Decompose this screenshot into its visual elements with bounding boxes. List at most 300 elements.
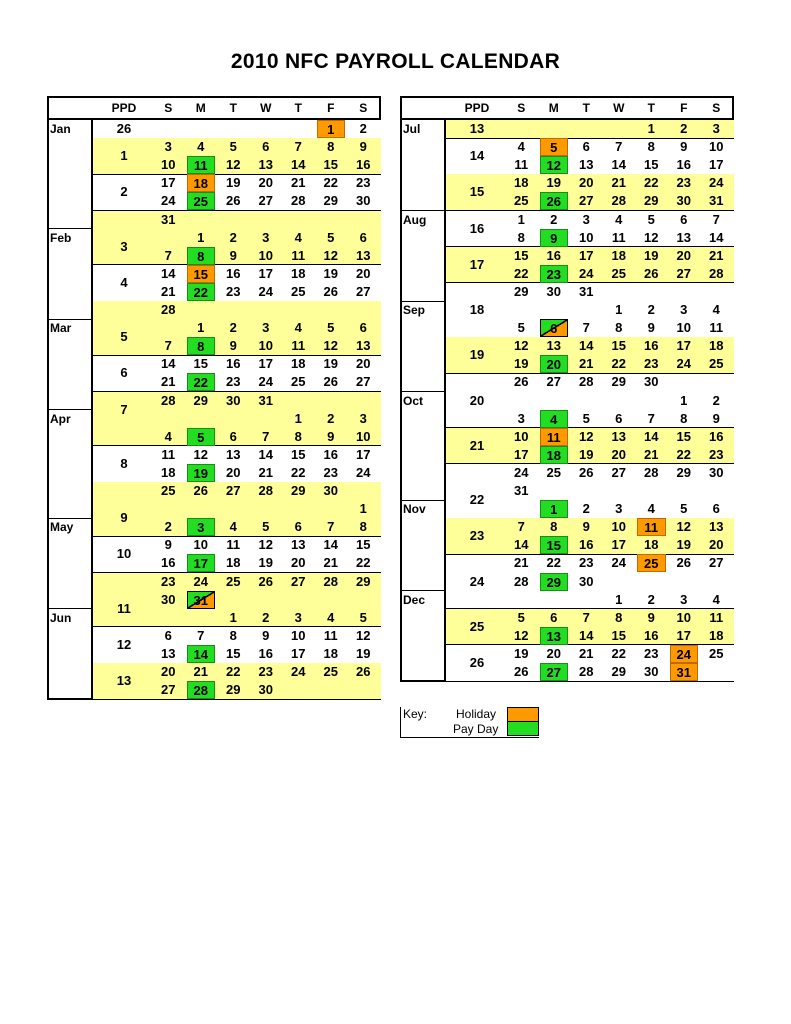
day-cell: 10 <box>291 627 306 643</box>
month-divider <box>47 409 93 410</box>
day-cell: 23 <box>676 175 691 191</box>
day-cell: 16 <box>258 645 273 661</box>
day-cell: 3 <box>680 302 688 317</box>
day-cell: 18 <box>644 537 659 553</box>
day-cell: 1 <box>517 211 525 227</box>
day-cell: 19 <box>323 356 338 372</box>
day-cell: 4 <box>294 229 302 245</box>
day-cell: 2 <box>550 211 558 227</box>
weekday-header: T <box>294 101 302 115</box>
day-cell: 30 <box>644 664 659 679</box>
day-cell: 9 <box>359 139 367 155</box>
day-cell: 3 <box>680 591 688 607</box>
day-cell: 30 <box>356 193 371 209</box>
payday-day: 25 <box>187 192 216 210</box>
day-cell: 17 <box>258 356 273 372</box>
ppd-number: 19 <box>469 347 485 363</box>
month-label: Nov <box>403 502 426 517</box>
day-cell: 19 <box>514 356 529 372</box>
day-cell: 20 <box>546 645 561 661</box>
day-cell: 10 <box>258 247 273 263</box>
payday-day: 20 <box>540 355 569 373</box>
day-cell: 11 <box>161 446 176 462</box>
day-cell: 10 <box>676 609 691 625</box>
day-cell: 31 <box>514 483 529 498</box>
day-cell: 4 <box>294 320 302 336</box>
day-cell: 16 <box>323 446 338 462</box>
day-cell: 28 <box>161 302 176 317</box>
day-cell: 15 <box>291 446 306 462</box>
left-border <box>47 96 49 699</box>
day-cell: 18 <box>291 265 306 281</box>
payday-day: 12 <box>540 156 569 174</box>
month-label: Jun <box>50 610 72 625</box>
month-label: Mar <box>50 321 72 336</box>
day-cell: 17 <box>676 338 691 354</box>
month-divider <box>400 301 446 302</box>
day-cell: 6 <box>550 609 558 625</box>
day-cell: 23 <box>226 283 241 299</box>
day-cell: 4 <box>327 609 335 625</box>
day-cell: 10 <box>676 320 691 336</box>
day-cell: 20 <box>579 175 594 191</box>
day-cell: 6 <box>712 501 720 517</box>
day-cell: 29 <box>323 193 338 209</box>
month-divider <box>47 228 93 229</box>
ppd-number: 15 <box>469 184 485 200</box>
bottom-border <box>400 680 446 682</box>
payday-day: 1 <box>540 500 569 518</box>
day-cell: 11 <box>226 537 241 553</box>
day-cell: 30 <box>709 464 724 480</box>
day-cell: 16 <box>579 537 594 553</box>
day-cell: 26 <box>644 265 659 281</box>
day-cell: 25 <box>611 265 626 281</box>
day-cell: 30 <box>579 573 594 589</box>
weekday-header: S <box>517 101 526 115</box>
day-cell: 30 <box>676 193 691 209</box>
holiday-day: 11 <box>637 518 666 536</box>
ppd-header: PPD <box>111 101 137 115</box>
day-cell: 26 <box>323 283 338 299</box>
key-label: Key: <box>403 707 428 721</box>
day-cell: 11 <box>709 609 724 625</box>
day-cell: 17 <box>356 446 371 462</box>
day-cell: 30 <box>323 483 338 498</box>
day-cell: 24 <box>579 265 594 281</box>
header-row <box>400 96 734 120</box>
day-cell: 28 <box>323 573 338 589</box>
day-cell: 14 <box>323 537 338 553</box>
day-cell: 13 <box>676 229 691 245</box>
day-cell: 12 <box>579 428 594 444</box>
day-cell: 30 <box>546 283 561 299</box>
day-cell: 20 <box>161 664 176 679</box>
day-cell: 1 <box>359 501 367 517</box>
day-cell: 21 <box>579 356 594 372</box>
payday-day: 9 <box>540 229 569 247</box>
day-cell: 8 <box>294 428 302 444</box>
day-cell: 15 <box>356 537 371 553</box>
day-cell: 8 <box>550 519 558 535</box>
ppd-number: 14 <box>469 148 485 164</box>
day-cell: 21 <box>161 374 176 390</box>
day-cell: 16 <box>356 157 371 173</box>
day-cell: 10 <box>579 229 594 245</box>
ppd-number: 16 <box>469 220 485 236</box>
day-cell: 27 <box>356 374 371 390</box>
day-cell: 13 <box>291 537 306 553</box>
day-cell: 17 <box>161 175 176 191</box>
ppd-number: 11 <box>117 600 131 616</box>
day-cell: 15 <box>611 338 626 354</box>
day-cell: 26 <box>676 555 691 571</box>
day-cell: 27 <box>579 193 594 209</box>
day-cell: 7 <box>582 609 590 625</box>
day-cell: 31 <box>709 193 724 209</box>
month-divider <box>47 319 93 320</box>
day-cell: 11 <box>323 627 338 643</box>
month-divider <box>400 590 446 591</box>
day-cell: 6 <box>680 211 688 227</box>
day-cell: 30 <box>161 591 176 607</box>
day-cell: 25 <box>291 374 306 390</box>
day-cell: 4 <box>647 501 655 517</box>
holiday-day: 25 <box>637 554 666 572</box>
ppd-number: 13 <box>116 673 132 689</box>
day-cell: 13 <box>356 338 371 354</box>
legend-key <box>400 707 539 738</box>
day-cell: 7 <box>164 338 172 354</box>
day-cell: 22 <box>226 664 241 679</box>
day-cell: 9 <box>229 247 237 263</box>
holiday-day: 5 <box>540 138 569 156</box>
day-cell: 9 <box>164 537 172 553</box>
day-cell: 4 <box>164 428 172 444</box>
day-cell: 9 <box>647 320 655 336</box>
payday-day: 18 <box>540 446 569 464</box>
day-cell: 11 <box>611 229 626 245</box>
day-cell: 25 <box>291 283 306 299</box>
payday-day: 19 <box>187 464 216 482</box>
day-cell: 17 <box>676 627 691 643</box>
day-cell: 27 <box>546 374 561 390</box>
day-cell: 19 <box>644 247 659 263</box>
day-cell: 1 <box>647 121 655 136</box>
day-cell: 6 <box>164 627 172 643</box>
day-cell: 21 <box>611 175 626 191</box>
day-cell: 21 <box>258 464 273 480</box>
ppd-number: 6 <box>120 365 128 381</box>
day-cell: 16 <box>709 428 724 444</box>
month-divider <box>47 518 93 519</box>
day-cell: 7 <box>615 139 623 155</box>
day-cell: 19 <box>226 175 241 191</box>
day-cell: 4 <box>615 211 623 227</box>
day-cell: 23 <box>644 356 659 372</box>
day-cell: 25 <box>514 193 529 209</box>
weekday-header: S <box>164 101 173 115</box>
day-cell: 7 <box>327 519 335 535</box>
ppd-number: 20 <box>469 392 485 408</box>
holiday-day: 31 <box>670 663 699 681</box>
month-label: Dec <box>403 592 426 607</box>
day-cell: 25 <box>323 664 338 679</box>
day-cell: 2 <box>647 302 655 317</box>
day-cell: 12 <box>514 338 529 354</box>
day-cell: 7 <box>294 139 302 155</box>
day-cell: 16 <box>226 265 241 281</box>
day-cell: 20 <box>709 537 724 553</box>
day-cell: 10 <box>161 157 176 173</box>
day-cell: 24 <box>258 374 273 390</box>
ppd-number: 4 <box>120 274 128 290</box>
day-cell: 13 <box>258 157 273 173</box>
day-cell: 22 <box>323 175 338 191</box>
day-cell: 30 <box>258 682 273 698</box>
day-cell: 29 <box>291 483 306 498</box>
day-cell: 28 <box>579 374 594 390</box>
day-cell: 19 <box>579 446 594 462</box>
day-cell: 24 <box>514 464 529 480</box>
day-cell: 17 <box>258 265 273 281</box>
day-cell: 28 <box>291 193 306 209</box>
day-cell: 14 <box>611 157 626 173</box>
day-cell: 8 <box>359 519 367 535</box>
day-cell: 24 <box>709 175 724 191</box>
day-cell: 2 <box>712 392 720 408</box>
day-cell: 7 <box>517 519 525 535</box>
ppd-number: 24 <box>469 573 485 589</box>
day-cell: 5 <box>327 229 335 245</box>
day-cell: 27 <box>356 283 371 299</box>
day-cell: 31 <box>161 211 176 227</box>
day-cell: 8 <box>680 410 688 426</box>
day-cell: 4 <box>517 139 525 155</box>
day-cell: 5 <box>582 410 590 426</box>
day-cell: 15 <box>676 428 691 444</box>
day-cell: 25 <box>709 356 724 372</box>
day-cell: 5 <box>517 609 525 625</box>
day-cell: 2 <box>680 121 688 136</box>
day-cell: 8 <box>517 229 525 245</box>
ppd-number: 26 <box>469 654 485 670</box>
day-cell: 3 <box>712 121 720 136</box>
day-cell: 1 <box>615 591 623 607</box>
month-column-border <box>444 120 446 681</box>
day-cell: 12 <box>514 627 529 643</box>
day-cell: 29 <box>644 193 659 209</box>
month-column-border <box>91 120 93 699</box>
day-cell: 5 <box>647 211 655 227</box>
day-cell: 24 <box>258 283 273 299</box>
day-cell: 17 <box>514 446 529 462</box>
day-cell: 24 <box>676 356 691 372</box>
day-cell: 1 <box>197 229 205 245</box>
weekday-header: M <box>195 101 206 115</box>
day-cell: 2 <box>582 501 590 517</box>
weekday-header: M <box>548 101 559 115</box>
ppd-number: 2 <box>120 184 128 200</box>
day-cell: 3 <box>262 320 270 336</box>
day-cell: 29 <box>676 464 691 480</box>
day-cell: 14 <box>579 627 594 643</box>
ppd-number: 10 <box>116 546 132 562</box>
day-cell: 8 <box>327 139 335 155</box>
day-cell: 21 <box>291 175 306 191</box>
day-cell: 2 <box>327 410 335 426</box>
day-cell: 23 <box>226 374 241 390</box>
day-cell: 7 <box>197 627 205 643</box>
day-cell: 8 <box>647 139 655 155</box>
day-cell: 25 <box>226 573 241 589</box>
day-cell: 3 <box>615 501 623 517</box>
day-cell: 28 <box>709 265 724 281</box>
day-cell: 9 <box>582 519 590 535</box>
day-cell: 27 <box>291 573 306 589</box>
payday-day: 29 <box>540 573 569 591</box>
day-cell: 7 <box>712 211 720 227</box>
day-cell: 3 <box>164 139 172 155</box>
day-cell: 29 <box>356 573 371 589</box>
ppd-number: 1 <box>120 148 128 164</box>
weekday-header: S <box>712 101 721 115</box>
month-divider <box>400 391 446 392</box>
ppd-number: 23 <box>469 528 485 544</box>
day-cell: 24 <box>356 464 371 480</box>
day-cell: 5 <box>680 501 688 517</box>
day-cell: 1 <box>229 609 237 625</box>
day-cell: 27 <box>676 265 691 281</box>
day-cell: 24 <box>193 573 208 589</box>
day-cell: 14 <box>514 537 529 553</box>
key-payday-label: Pay Day <box>453 722 499 736</box>
day-cell: 27 <box>226 483 241 498</box>
day-cell: 13 <box>579 157 594 173</box>
day-cell: 20 <box>356 265 371 281</box>
day-cell: 1 <box>680 392 688 408</box>
day-cell: 9 <box>647 609 655 625</box>
weekday-header: T <box>647 101 655 115</box>
payday-day: 26 <box>540 192 569 210</box>
day-cell: 23 <box>579 555 594 571</box>
day-cell: 6 <box>229 428 237 444</box>
day-cell: 26 <box>514 374 529 390</box>
day-cell: 30 <box>644 374 659 390</box>
payday-day: 28 <box>187 681 216 699</box>
day-cell: 29 <box>611 374 626 390</box>
calendar-jan-jun <box>47 96 381 699</box>
day-cell: 16 <box>546 247 561 263</box>
payday-day: 8 <box>187 337 216 355</box>
day-cell: 17 <box>579 247 594 263</box>
day-cell: 10 <box>356 428 371 444</box>
payday-day: 8 <box>187 247 216 265</box>
day-cell: 21 <box>709 247 724 263</box>
day-cell: 18 <box>709 627 724 643</box>
day-cell: 19 <box>356 645 371 661</box>
day-cell: 23 <box>644 645 659 661</box>
ppd-number: 22 <box>469 492 485 508</box>
day-cell: 12 <box>356 627 371 643</box>
day-cell: 21 <box>161 283 176 299</box>
holiday-payday-day: 6 <box>540 319 569 337</box>
day-cell: 18 <box>291 356 306 372</box>
holiday-day: 18 <box>187 174 216 192</box>
day-cell: 2 <box>262 609 270 625</box>
header-row <box>47 96 381 120</box>
ppd-number: 17 <box>469 256 485 272</box>
day-cell: 9 <box>712 410 720 426</box>
day-cell: 20 <box>226 464 241 480</box>
day-cell: 16 <box>676 157 691 173</box>
ppd-number: 12 <box>116 636 132 652</box>
ppd-number: 21 <box>469 437 485 453</box>
day-cell: 3 <box>517 410 525 426</box>
day-cell: 14 <box>579 338 594 354</box>
day-cell: 10 <box>514 428 529 444</box>
day-cell: 25 <box>161 483 176 498</box>
weekday-header: F <box>680 101 688 115</box>
ppd-number: 3 <box>120 238 128 254</box>
day-cell: 15 <box>226 645 241 661</box>
day-cell: 16 <box>644 627 659 643</box>
day-cell: 24 <box>611 555 626 571</box>
day-cell: 8 <box>229 627 237 643</box>
day-cell: 25 <box>709 645 724 661</box>
day-cell: 28 <box>644 464 659 480</box>
day-cell: 20 <box>356 356 371 372</box>
day-cell: 28 <box>514 573 529 589</box>
day-cell: 18 <box>709 338 724 354</box>
day-cell: 6 <box>582 139 590 155</box>
month-label: Sep <box>403 303 426 317</box>
day-cell: 29 <box>193 392 208 408</box>
day-cell: 14 <box>644 428 659 444</box>
day-cell: 23 <box>323 464 338 480</box>
month-label: Apr <box>50 411 71 426</box>
ppd-header: PPD <box>464 101 490 115</box>
day-cell: 21 <box>514 555 529 571</box>
day-cell: 15 <box>323 157 338 173</box>
day-cell: 6 <box>262 139 270 155</box>
ppd-number: 13 <box>469 121 485 136</box>
payday-day: 27 <box>540 663 569 681</box>
day-cell: 18 <box>226 555 241 571</box>
payday-day: 4 <box>540 410 569 428</box>
payday-day: 22 <box>187 283 216 301</box>
day-cell: 24 <box>161 193 176 209</box>
ppd-number: 25 <box>469 618 485 634</box>
day-cell: 13 <box>709 519 724 535</box>
day-cell: 10 <box>709 139 724 155</box>
day-cell: 13 <box>226 446 241 462</box>
holiday-day: 11 <box>540 428 569 446</box>
day-cell: 20 <box>676 247 691 263</box>
day-cell: 22 <box>644 175 659 191</box>
day-cell: 9 <box>327 428 335 444</box>
day-cell: 27 <box>611 464 626 480</box>
payday-day: 14 <box>187 645 216 663</box>
holiday-day: 24 <box>670 645 699 663</box>
day-cell: 23 <box>356 175 371 191</box>
month-label: Jul <box>403 122 421 136</box>
day-cell: 7 <box>164 247 172 263</box>
day-cell: 13 <box>161 645 176 661</box>
day-cell: 22 <box>291 464 306 480</box>
day-cell: 16 <box>161 555 176 571</box>
left-border <box>400 96 402 681</box>
